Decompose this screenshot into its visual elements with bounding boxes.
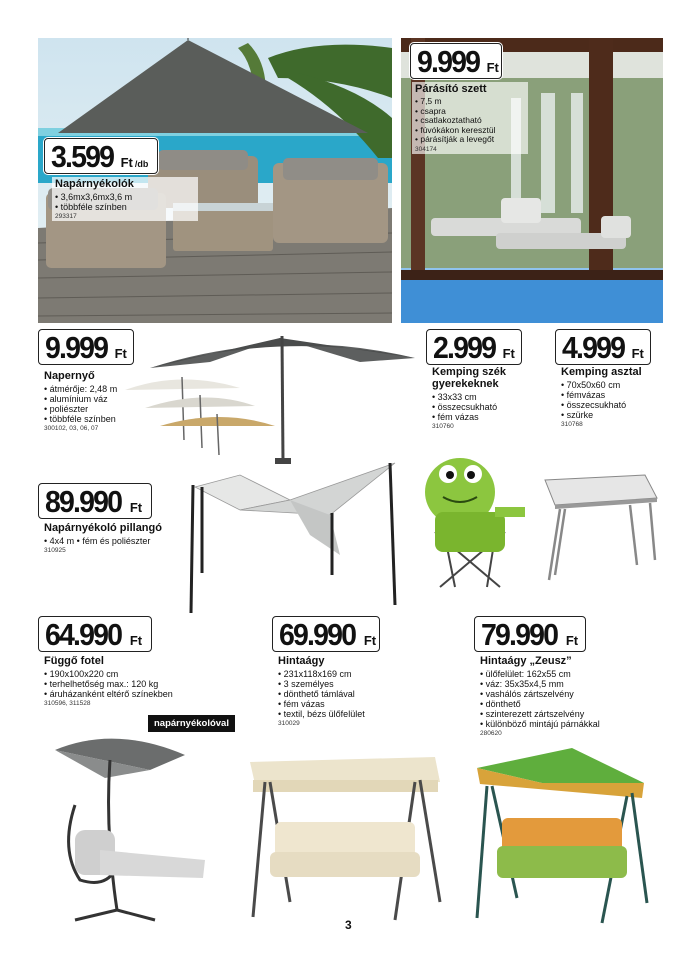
price-tag-camping-chair: 2.999 Ft [426, 329, 522, 365]
parasol-image [120, 330, 420, 470]
price-tag-parasol: 9.999 Ft [38, 329, 134, 365]
feature-list: • 190x100x220 cm • terhelhetőség max.: 120 kg • áruházanként eltérő színekben [44, 669, 184, 699]
feature-list: • ülőfelület: 162x55 cm • váz: 35x35x4,5 mm • vashálós zártszelvény • dönthető • szinterezett zártszelvény • különböző mintájú párnákkal [480, 669, 630, 729]
frog-camping-chair-image [415, 452, 530, 592]
product-code: 300102, 03, 06, 07 [44, 425, 99, 432]
product-info-swing-bed [278, 655, 408, 727]
folding-table-image [535, 470, 660, 585]
product-code: 310596, 311528 [44, 700, 91, 707]
price-tag-butterfly-shade: 89.990 Ft [38, 483, 152, 519]
product-title: Napárnyékolók [55, 178, 134, 190]
feature-list: • 70x50x60 cm • fémvázas • összecsukható • szürke [561, 380, 661, 420]
hanging-chair-image [45, 730, 210, 925]
product-info-camping-chair [432, 366, 532, 430]
butterfly-gazebo-image [180, 455, 410, 615]
feature-list: • 3,6mx3,6mx3,6 m • többféle színben [55, 192, 195, 212]
product-info-butterfly-shade [44, 522, 184, 554]
product-info-hanging-chair [44, 655, 184, 707]
price-tag-misting-set: 9.999 Ft [410, 43, 502, 79]
product-code: 310768 [561, 421, 583, 428]
product-code: 310029 [278, 720, 300, 727]
price-tag-swing-bed: 69.990 Ft [272, 616, 380, 652]
zeusz-swing-image [472, 748, 652, 926]
product-title: Napárnyékoló pillangó [44, 522, 162, 534]
product-info-misting-set [412, 82, 528, 154]
feature-list: • 231x118x169 cm • 3 személyes • dönthető támlával • fém vázas • textil, bézs ülőfelület [278, 669, 408, 719]
product-code: 310760 [432, 423, 454, 430]
product-info-sun-sail [52, 177, 198, 221]
feature-list: • 33x33 cm • összecsukható • fém vázas [432, 392, 532, 422]
product-title: Kemping asztal [561, 366, 642, 378]
product-title: Függő fotel [44, 655, 104, 667]
product-title: Hintaágy „Zeusz” [480, 655, 572, 667]
feature-list: • 7,5 m • csapra • csatlakoztatható • fúvókákon keresztül • párásítják a levegőt [415, 97, 525, 145]
price-tag-zeusz-swing: 79.990 Ft [474, 616, 586, 652]
product-title: Kemping szék gyerekeknek [432, 366, 506, 390]
swing-bed-image [245, 752, 445, 924]
price-tag-camping-table: 4.999 Ft [555, 329, 651, 365]
product-info-camping-table [561, 366, 661, 428]
price-tag-sun-sail: 3.599 Ft /db [44, 138, 158, 174]
feature-list: • 4x4 m • fém és poliészter [44, 536, 184, 546]
product-code: 310925 [44, 547, 66, 554]
feature-list: • átmérője: 2,48 m • alumínium váz • poliészter • többféle színben [44, 384, 164, 424]
page-number: 3 [345, 918, 352, 932]
product-title: Hintaágy [278, 655, 325, 667]
product-code: 280620 [480, 730, 502, 737]
product-code: 304174 [415, 145, 437, 153]
product-title: Párásító szett [415, 83, 487, 95]
photo-misting-pergola [401, 38, 663, 323]
product-title: Napernyő [44, 370, 95, 382]
sunshade-badge: napárnyékolóval [148, 715, 235, 732]
price-tag-hanging-chair: 64.990 Ft [38, 616, 152, 652]
product-info-zeusz-swing [480, 655, 630, 737]
product-code: 293317 [55, 213, 77, 220]
